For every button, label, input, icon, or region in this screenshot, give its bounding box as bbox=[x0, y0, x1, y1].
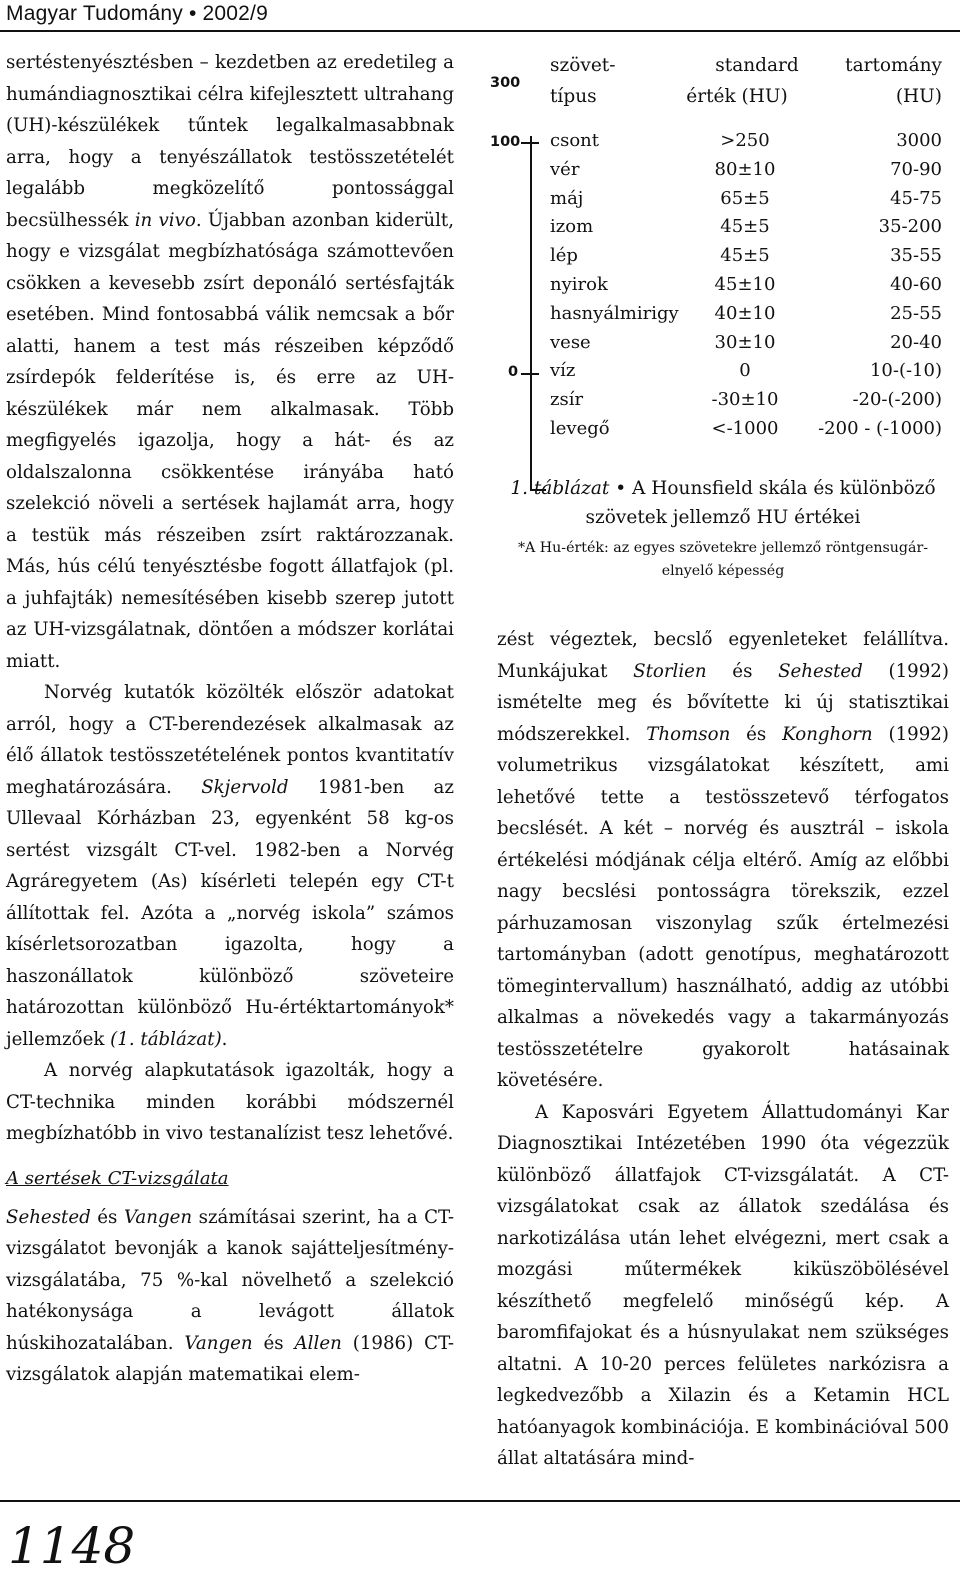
scale-label-100: 100 bbox=[490, 134, 521, 150]
table-reference: (1. táblázat) bbox=[110, 1028, 222, 1050]
paragraph-5-text-c: (1992) ismételte meg és bővítette ki új statisztikai módszerekkel. bbox=[497, 660, 949, 745]
paragraph-3: A norvég alapkutatások igazolták, hogy a CT-technika minden korábbi módszernél megbízhatóbb in vivo testanalízist tesz lehetővé. bbox=[6, 1060, 454, 1144]
author-sehested: Sehested bbox=[6, 1206, 91, 1228]
paragraph-1-text: sertéstenyésztésben – kezdetben az eredetileg a humándiagnosztikai célra kifejlesztett ultrahang (UH)-készülékek tűntek legalkalmasabbnak arra, hogy a tenyészállatok testösszetételét legalább megközelítő pontossággal becsülhessék bbox=[6, 52, 454, 231]
table-cell-tissue: zsír bbox=[550, 389, 584, 411]
conj-2: és bbox=[252, 1332, 295, 1354]
author-thomson: Thomson bbox=[646, 723, 731, 745]
table-cell-range: 40-60 bbox=[890, 274, 942, 295]
header-tissue-2: típus bbox=[550, 86, 597, 107]
table-cell-tissue: izom bbox=[550, 216, 594, 238]
table-cell-std: 45±5 bbox=[720, 245, 770, 267]
conj-3: és bbox=[706, 660, 779, 682]
table-cell-range: 45-75 bbox=[890, 187, 942, 209]
tick-0 bbox=[521, 373, 539, 375]
footer-rule bbox=[0, 1500, 960, 1502]
table-cell-tissue: vér bbox=[550, 158, 580, 180]
table-cell-tissue: hasnyálmirigy bbox=[550, 302, 679, 324]
table-cell-std: -30±10 bbox=[711, 389, 779, 411]
paragraph-4-text-d: (1986) CT-vizsgálatok alapján matematikai elem- bbox=[6, 1332, 454, 1385]
table-cell-tissue: nyirok bbox=[550, 274, 608, 295]
paragraph-1 bbox=[6, 47, 454, 677]
table-cell-std: 80±10 bbox=[714, 158, 776, 180]
in-vivo-term: in vivo bbox=[134, 209, 196, 231]
author-konghorn: Konghorn bbox=[782, 723, 873, 745]
caption-separator: • bbox=[609, 478, 633, 499]
table-cell-std: 45±5 bbox=[720, 216, 770, 238]
author-sehested-2: Sehested bbox=[778, 660, 863, 682]
table-cell-range: -200 - (-1000) bbox=[818, 418, 942, 439]
table-cell-tissue: lép bbox=[550, 245, 578, 267]
author-allen: Allen bbox=[294, 1332, 342, 1354]
author-vangen-2: Vangen bbox=[184, 1332, 253, 1354]
header-standard-2: érték (HU) bbox=[686, 86, 788, 107]
running-head: Magyar Tudomány • 2002/9 bbox=[6, 2, 268, 25]
paragraph-2-text-a: Norvég kutatók közölték először adatokat arról, hogy a CT-berendezések alkalmasak az élő állatok testösszetételének pontos kvantitatív meghatározására. bbox=[6, 682, 454, 798]
page-number: 1148 bbox=[8, 1517, 136, 1575]
table-cell-tissue: máj bbox=[550, 187, 584, 209]
table-cell-std: 65±5 bbox=[720, 187, 770, 209]
left-column bbox=[6, 47, 454, 1391]
section-heading: A sertések CT-vizsgálata bbox=[6, 1167, 229, 1189]
paragraph-1-rest: . Újabban azonban kiderült, hogy e vizsgálat megbízhatósága számottevően csökken a kevesebb zsírt deponáló sertésfajták esetében. Mind fontosabbá válik nemcsak a bőr alatti, hanem a test más részeiben képződő zsírdepók felderítése is, és erre az UH-készülékek már nem alkalmasak. Több megfigyelés igazolja, hogy a hát- és az oldalszalonna csökkentése irányába ható szelekció növeli a sertések hajlamát arra, hogy a testük más részeiben zsírt raktározzanak. Más, hús célú tenyésztésbe fogott állatfajok (pl. a juhfajták) nemesítésében kisebb szerep jutott az UH-vizsgálatnak, döntően a módszer korlátai miatt. bbox=[6, 209, 454, 672]
header-range-2: (HU) bbox=[895, 86, 942, 107]
caption-label: 1. táblázat bbox=[510, 478, 610, 499]
table-cell-std: >250 bbox=[720, 130, 770, 151]
caption-text: A Hounsfield skála és különböző szövetek jellemző HU értékei bbox=[585, 478, 936, 528]
table-cell-tissue: vese bbox=[550, 331, 591, 353]
table-cell-range: 3000 bbox=[896, 130, 942, 151]
scale-axis bbox=[530, 136, 532, 491]
paragraph-5-text-a: zést végeztek, becslő egyenleteket felállítva. Munkájukat bbox=[497, 629, 949, 682]
paragraph-2 bbox=[6, 677, 454, 1055]
hounsfield-table bbox=[490, 48, 950, 448]
table-cell-std: <-1000 bbox=[711, 418, 779, 439]
table-cell-range: -20-(-200) bbox=[852, 389, 942, 411]
table-cell-tissue: víz bbox=[550, 360, 576, 382]
paragraph-2-text-b: 1981-ben az Ullevaal Kórházban 23, egyenként 58 kg-os sertést vizsgált CT-vel. 1982-ben a Norvég Agráregyetem (As) kísérleti telepén egy CT-t állítottak fel. Azóta a „norvég iskola” számos kísérletsorozatban igazolta, hogy a haszonállatok különböző szöveteire határozottan különböző Hu-értéktartományok* jellemzőek bbox=[6, 776, 454, 1050]
author-storlien: Storlien bbox=[633, 660, 707, 682]
table-cell-range: 10-(-10) bbox=[869, 360, 942, 382]
conj-1: és bbox=[90, 1206, 124, 1228]
table-cell-range: 25-55 bbox=[890, 302, 942, 324]
table-cell-std: 30±10 bbox=[714, 331, 776, 353]
table-cell-std: 0 bbox=[739, 360, 751, 382]
author-skjervold: Skjervold bbox=[201, 776, 289, 798]
paragraph-5-text-e: (1992) volumetrikus vizsgálatokat készített, ami lehetővé tette a testösszetevő térfogatos becslését. A két – norvég és ausztrál – iskola értékelési módjának célja eltérő. Amíg az előbbi nagy becslési pontosságra törekszik, ezzel párhuzamosan viszonylag szűk értelmezési tartományban (adott genotípus, meghatározott tömegintervallum) használható, addig az utóbbi alkalmas a növekedés vagy a takarmányozás testösszetételre gyakorolt hatásainak követésére. bbox=[497, 723, 949, 1091]
header-range-1: tartomány bbox=[845, 55, 942, 76]
header-rule bbox=[0, 30, 960, 32]
table-cell-tissue: levegő bbox=[550, 418, 610, 439]
table-caption bbox=[497, 474, 949, 532]
tick-100 bbox=[521, 142, 539, 144]
table-cell-range: 35-200 bbox=[878, 216, 942, 238]
conj-4: és bbox=[730, 723, 783, 745]
author-vangen: Vangen bbox=[123, 1206, 193, 1228]
table-footnote: *A Hu-érték: az egyes szövetekre jellemző röntgensugár-elnyelő képesség bbox=[517, 540, 929, 579]
table-cell-tissue: csont bbox=[550, 130, 599, 151]
scale-label-0: 0 bbox=[508, 364, 519, 380]
header-standard-1: standard bbox=[715, 55, 799, 76]
table-cell-std: 40±10 bbox=[714, 302, 776, 324]
paragraph-5 bbox=[497, 624, 949, 1097]
paragraph-4-text-b: számításai szerint, ha a CT-vizsgálatot bevonják a kanok sajátteljesítmény-vizsgálatába, 75 %-kal növelhető a szelekció hatékonysága a levágott állatok húskihozatalában. bbox=[6, 1206, 454, 1354]
header-tissue-1: szövet- bbox=[550, 55, 616, 76]
paragraph-2-end: . bbox=[221, 1028, 228, 1050]
table-cell-std: 45±10 bbox=[714, 274, 776, 295]
table-cell-range: 35-55 bbox=[890, 245, 942, 267]
scale-label-300: 300 bbox=[490, 75, 521, 91]
table-cell-range: 20-40 bbox=[890, 331, 942, 353]
paragraph-6: A Kaposvári Egyetem Állattudományi Kar Diagnosztikai Intézetében 1990 óta végezzük különböző állatfajok CT-vizsgálatát. A CT-vizsgálatokat csak az állatok szedálása és narkotizálása után lehet elvégezni, mert csak a mozgási műtermékek kiküszöbölésével készíthető megfelelő minőségű kép. A baromfifajokat és a húsnyulakat nem szükséges altatni. A 10-20 perces felületes narkózisra a legkedvezőbb a Xilazin és a Ketamin HCL hatóanyagok kombinációja. E kombinációval 500 állat altatására mind- bbox=[497, 1101, 949, 1469]
paragraph-4 bbox=[6, 1202, 454, 1391]
table-cell-range: 70-90 bbox=[890, 158, 942, 180]
right-column bbox=[497, 624, 949, 1475]
